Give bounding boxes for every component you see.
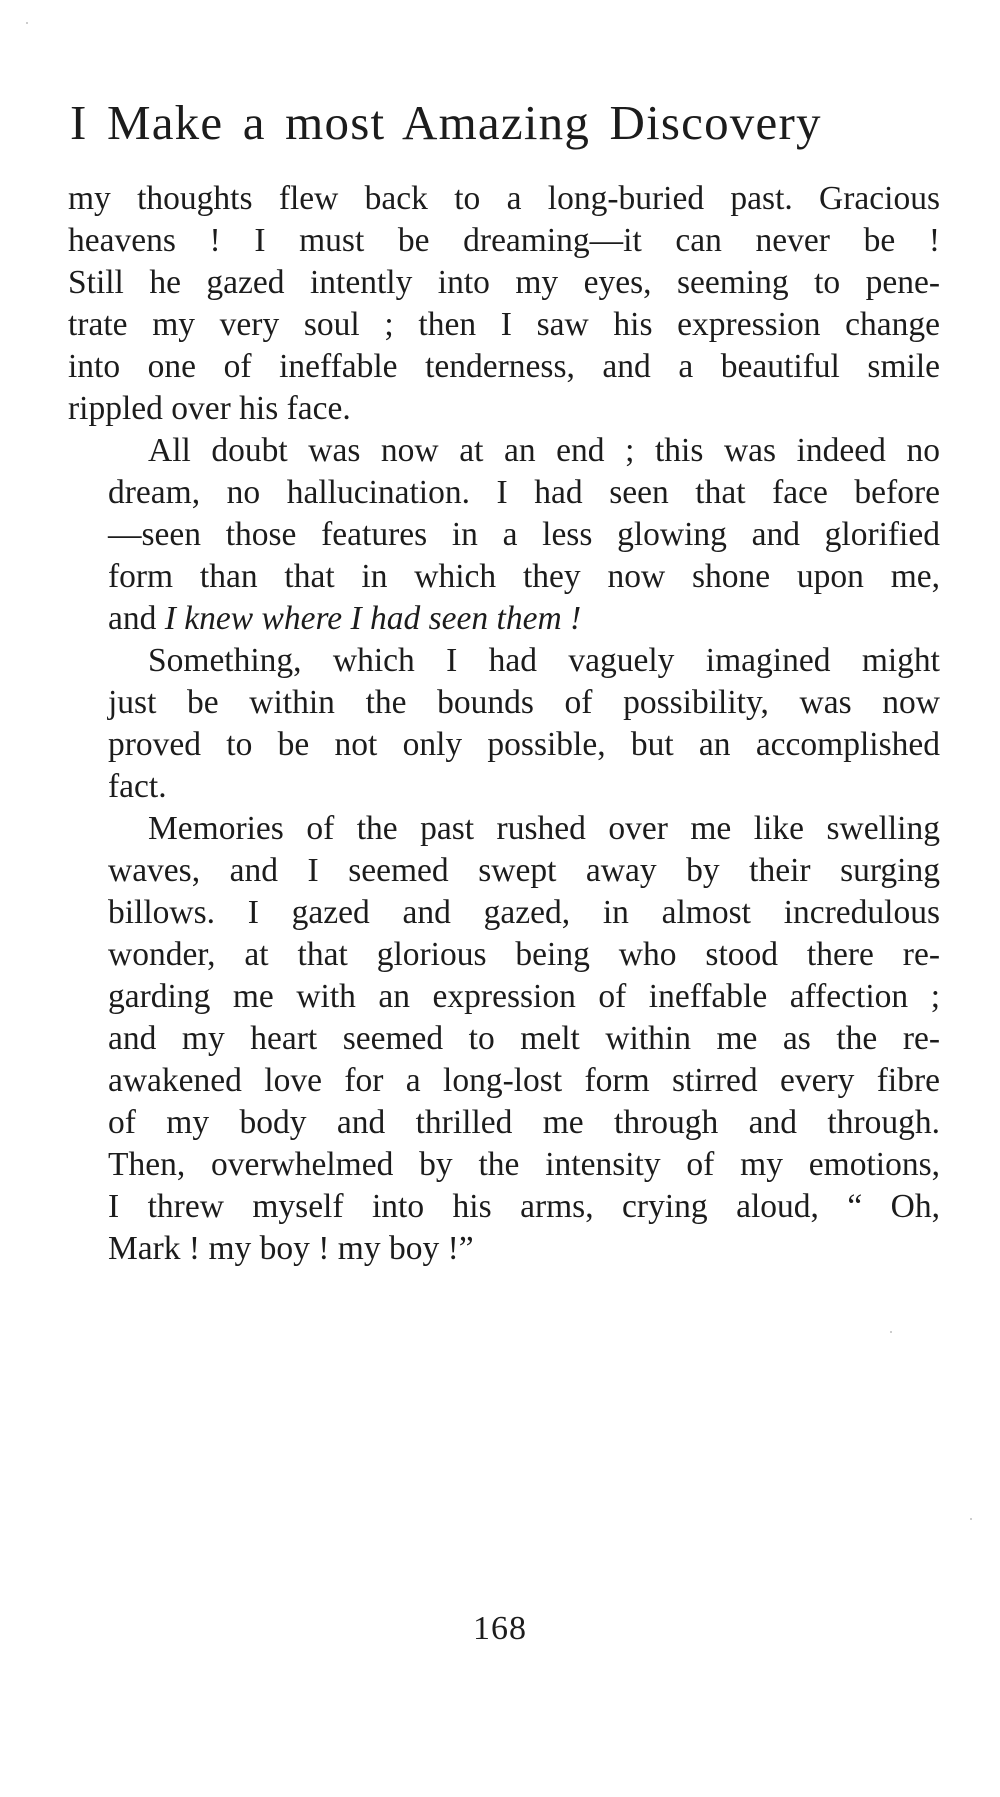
text-line: wonder, at that glorious being who stood there re- bbox=[108, 936, 940, 973]
paragraph-3 bbox=[68, 640, 940, 808]
text-line: awakened love for a long-lost form stirred every fibre bbox=[108, 1062, 940, 1099]
text-line: form than that in which they now shone upon me, bbox=[108, 558, 940, 595]
text-line: waves, and I seemed swept away by their surging bbox=[108, 852, 940, 889]
text-line: dream, no hallucination. I had seen that face before bbox=[108, 474, 940, 511]
text-line: billows. I gazed and gazed, in almost incredulous bbox=[108, 894, 940, 931]
text-line: —seen those features in a less glowing and glorified bbox=[108, 516, 940, 553]
text-line: Then, overwhelmed by the intensity of my emotions, bbox=[108, 1146, 940, 1183]
text-line: Still he gazed intently into my eyes, seeming to pene- bbox=[68, 264, 940, 301]
text-line: trate my very soul ; then I saw his expression change bbox=[68, 306, 940, 343]
text-line: All doubt was now at an end ; this was indeed no bbox=[148, 432, 940, 469]
text-line: just be within the bounds of possibility, was now bbox=[108, 684, 940, 721]
text-line: of my body and thrilled me through and through. bbox=[108, 1104, 940, 1141]
paragraph-1 bbox=[68, 178, 940, 430]
text-line: Mark ! my boy ! my boy !” bbox=[108, 1230, 474, 1267]
italic-emphasis: I knew where I had seen them ! bbox=[164, 600, 582, 637]
paper-speck bbox=[26, 22, 28, 24]
running-title: I Make a most Amazing Discovery bbox=[70, 95, 822, 150]
paragraph-2 bbox=[68, 430, 940, 640]
paragraph-4 bbox=[68, 808, 940, 1270]
paper-speck bbox=[890, 1331, 892, 1333]
text-line: Something, which I had vaguely imagined might bbox=[148, 642, 940, 679]
text-line: garding me with an expression of ineffable affection ; bbox=[108, 978, 940, 1015]
body-text bbox=[68, 178, 940, 1270]
text-line: rippled over his face. bbox=[68, 390, 351, 427]
text-span: and bbox=[108, 600, 165, 637]
text-line: fact. bbox=[108, 768, 167, 805]
text-line: I threw myself into his arms, crying aloud, “ Oh, bbox=[108, 1188, 940, 1225]
text-line: Memories of the past rushed over me like swelling bbox=[148, 810, 940, 847]
text-line: proved to be not only possible, but an accomplished bbox=[108, 726, 940, 763]
text-line: into one of ineffable tenderness, and a beautiful smile bbox=[68, 348, 940, 385]
page-number: 168 bbox=[473, 1610, 527, 1647]
text-line bbox=[68, 598, 940, 640]
text-line: my thoughts flew back to a long-buried past. Gracious bbox=[68, 180, 940, 217]
text-line: heavens ! I must be dreaming—it can never be ! bbox=[68, 222, 940, 259]
text-line: and my heart seemed to melt within me as the re- bbox=[108, 1020, 940, 1057]
paper-speck bbox=[970, 1518, 972, 1520]
